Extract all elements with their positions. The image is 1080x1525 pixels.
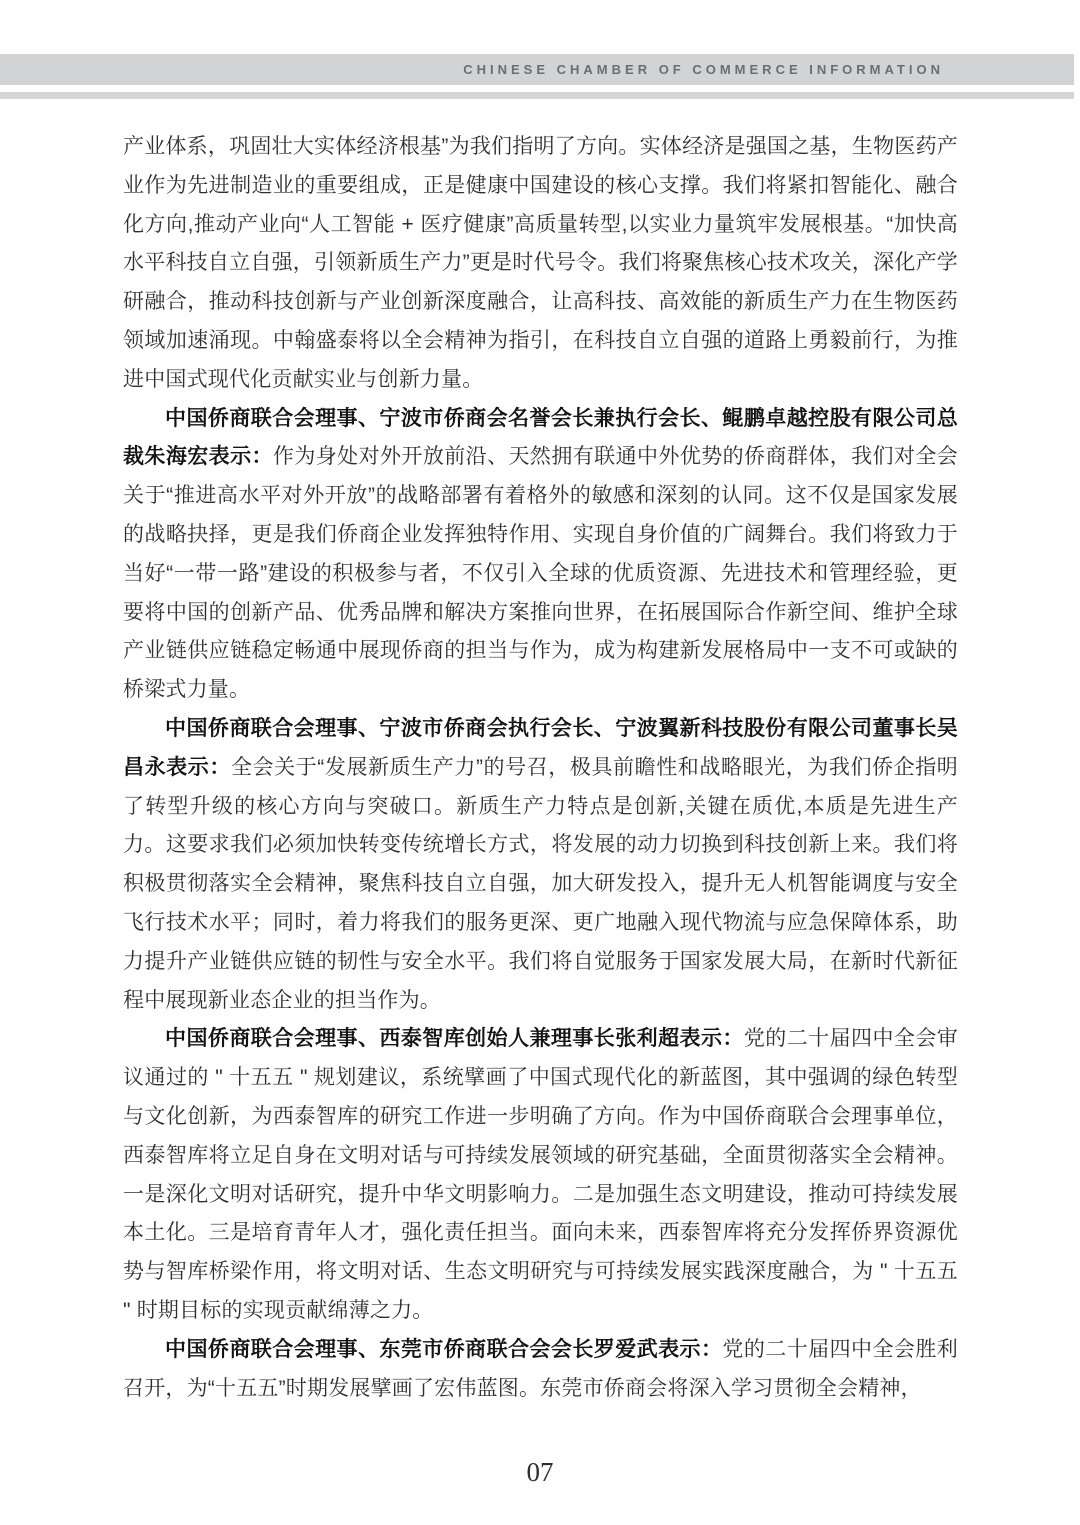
article-body xyxy=(123,128,958,1408)
paragraph-text: 产业体系，巩固壮大实体经济根基”为我们指明了方向。实体经济是强国之基，生物医药产业作为先进制造业的重要组成，正是健康中国建设的核心支撑。我们将紧扣智能化、融合化方向,推动产业向“人工智能 + 医疗健康”高质量转型,以实业力量筑牢发展根基。“加快高水平科技自立自强，引领新质生产力”更是时代号令。我们将聚焦核心技术攻关，深化产学研融合，推动科技创新与产业创新深度融合，让高科技、高效能的新质生产力在生物医药领域加速涌现。中翰盛泰将以全会精神为指引，在科技自立自强的道路上勇毅前行，为推进中国式现代化贡献实业与创新力量。 xyxy=(123,135,958,391)
paragraph xyxy=(123,1331,958,1409)
header-title: CHINESE CHAMBER OF COMMERCE INFORMATION xyxy=(463,62,944,77)
paragraph xyxy=(123,128,958,400)
header-band xyxy=(0,54,1074,85)
paragraph-text: 作为身处对外开放前沿、天然拥有联通中外优势的侨商群体，我们对全会关于“推进高水平对外开放”的战略部署有着格外的敏感和深刻的认同。这不仅是国家发展的战略抉择，更是我们侨商企业发挥独特作用、实现自身价值的广阔舞台。我们将致力于当好“一带一路”建设的积极参与者，不仅引入全球的优质资源、先进技术和管理经验，更要将中国的创新产品、优秀品牌和解决方案推向世界，在拓展国际合作新空间、维护全球产业链供应链稳定畅通中展现侨商的担当与作为，成为构建新发展格局中一支不可或缺的桥梁式力量。 xyxy=(123,445,958,702)
paragraph-text: 党的二十届四中全会胜利召开，为“十五五”时期发展擘画了宏伟蓝图。东莞市侨商会将深入学习贯彻全会精神， xyxy=(123,1337,958,1400)
speaker-lead: 中国侨商联合会理事、西泰智库创始人兼理事长张利超表示： xyxy=(165,1027,744,1051)
header-band-divider xyxy=(0,92,1074,99)
speaker-lead: 中国侨商联合会理事、东莞市侨商联合会会长罗爱武表示： xyxy=(165,1337,723,1361)
speaker-lead: 中国侨商联合会理事、宁波市侨商会执行会长、宁波翼新科技股份有限公司董事长吴昌永表示： xyxy=(123,716,958,779)
paragraph xyxy=(123,400,958,710)
paragraph-text: 全会关于“发展新质生产力”的号召，极具前瞻性和战略眼光，为我们侨企指明了转型升级的核心方向与突破口。新质生产力特点是创新,关键在质优,本质是先进生产力。这要求我们必须加快转变传统增长方式，将发展的动力切换到科技创新上来。我们将积极贯彻落实全会精神，聚焦科技自立自强，加大研发投入，提升无人机智能调度与安全飞行技术水平；同时，着力将我们的服务更深、更广地融入现代物流与应急保障体系，助力提升产业链供应链的韧性与安全水平。我们将自觉服务于国家发展大局，在新时代新征程中展现新业态企业的担当作为。 xyxy=(123,755,959,1012)
paragraph xyxy=(123,1020,958,1330)
page-number: 07 xyxy=(526,1457,554,1487)
paragraph xyxy=(123,710,958,1020)
speaker-lead: 中国侨商联合会理事、宁波市侨商会名誉会长兼执行会长、鲲鹏卓越控股有限公司总裁朱海宏表示： xyxy=(123,406,958,469)
paragraph-text: 党的二十届四中全会审议通过的 " 十五五 " 规划建议，系统擘画了中国式现代化的新蓝图，其中强调的绿色转型与文化创新，为西泰智库的研究工作进一步明确了方向。作为中国侨商联合会理事单位，西泰智库将立足自身在文明对话与可持续发展领域的研究基础，全面贯彻落实全会精神。一是深化文明对话研究，提升中华文明影响力。二是加强生态文明建设，推动可持续发展本土化。三是培育青年人才，强化责任担当。面向未来，西泰智库将充分发挥侨界资源优势与智库桥梁作用，将文明对话、生态文明研究与可持续发展实践深度融合，为 " 十五五 " 时期目标的实现贡献绵薄之力。 xyxy=(123,1027,958,1322)
